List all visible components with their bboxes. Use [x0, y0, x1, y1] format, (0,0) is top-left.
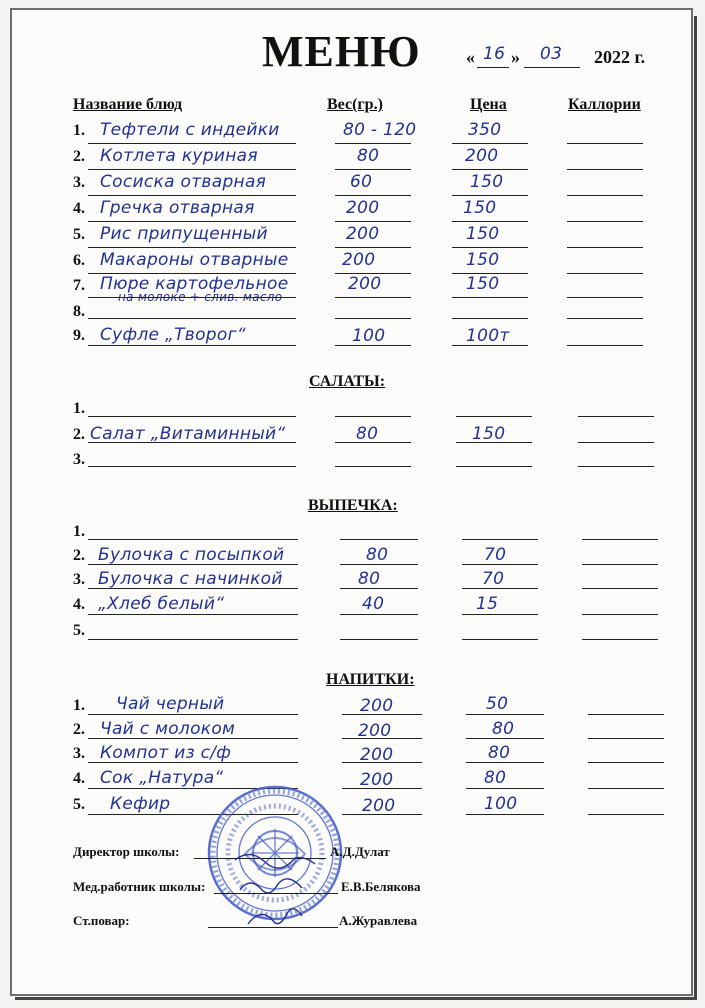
- row-number: 1.: [73, 697, 85, 714]
- row-number: 1.: [73, 400, 85, 417]
- dish-price: 150: [463, 198, 497, 218]
- row-number: 7.: [73, 277, 85, 294]
- row-number: 4.: [73, 770, 85, 787]
- row-number: 8.: [73, 303, 85, 320]
- dish-name: Кефир: [110, 794, 171, 814]
- row-number: 2.: [73, 721, 85, 738]
- row-number: 2.: [73, 148, 85, 165]
- dish-name: Гречка отварная: [100, 198, 255, 218]
- dish-price: 350: [468, 120, 502, 140]
- dish-name: Котлета куриная: [100, 146, 258, 166]
- dish-name: Салат „Витаминный“: [90, 424, 286, 444]
- dish-name-extra: на молоке + слив. масло: [118, 290, 283, 304]
- row-number: 3.: [73, 174, 85, 191]
- dish-weight: 200: [360, 696, 394, 716]
- row-number: 6.: [73, 252, 85, 269]
- dish-price: 200: [465, 146, 499, 166]
- dish-name: „Хлеб белый“: [98, 594, 225, 614]
- dish-price: 150: [466, 274, 500, 294]
- row-number: 4.: [73, 596, 85, 613]
- dish-weight: 200: [360, 745, 394, 765]
- row-number: 2.: [73, 426, 85, 443]
- dish-price: 150: [470, 172, 504, 192]
- row-number: 1.: [73, 523, 85, 540]
- date-year: 2022 г.: [594, 47, 646, 67]
- dish-name: Чай с молоком: [100, 719, 236, 739]
- dish-weight: 200: [346, 198, 380, 218]
- dish-price: 80: [492, 719, 515, 739]
- row-number: 3.: [73, 745, 85, 762]
- row-number: 5.: [73, 622, 85, 639]
- dish-weight: 80 - 120: [343, 120, 417, 140]
- dish-price: 150: [466, 224, 500, 244]
- dish-name: Булочка с посыпкой: [98, 545, 285, 565]
- dish-weight: 200: [360, 770, 394, 790]
- signature-name: А.Д.Дулат: [330, 844, 390, 859]
- dish-weight: 200: [348, 274, 382, 294]
- row-number: 3.: [73, 571, 85, 588]
- date-day: 16: [483, 44, 506, 64]
- dish-weight: 40: [362, 594, 385, 614]
- dish-price: 100т: [466, 326, 510, 346]
- dish-price: 80: [488, 743, 511, 763]
- date-open: «: [466, 47, 475, 67]
- dish-price: 50: [486, 694, 509, 714]
- signature-name: Е.В.Белякова: [341, 879, 421, 894]
- dish-name: Сосиска отварная: [100, 172, 267, 192]
- dish-name: Тефтели с индейки: [100, 120, 280, 140]
- dish-weight: 80: [357, 146, 380, 166]
- dish-name: Булочка с начинкой: [98, 569, 283, 589]
- row-number: 3.: [73, 451, 85, 468]
- signature-role: Ст.повар:: [73, 913, 130, 928]
- dish-weight: 100: [352, 326, 386, 346]
- section-title-drinks: НАПИТКИ:: [326, 671, 415, 688]
- dish-price: 70: [484, 545, 507, 565]
- row-number: 5.: [73, 796, 85, 813]
- dish-name: Макароны отварные: [100, 250, 289, 270]
- section-title-bakery: ВЫПЕЧКА:: [308, 497, 398, 514]
- dish-name: Пюре картофельное: [100, 274, 289, 294]
- column-price: Цена: [470, 96, 507, 113]
- column-weight: Вес(гр.): [327, 96, 383, 113]
- dish-price: 70: [482, 569, 505, 589]
- section-title-salads: САЛАТЫ:: [309, 373, 386, 390]
- signature-scribble-icon: [230, 840, 350, 940]
- row-number: 1.: [73, 122, 85, 139]
- row-number: 2.: [73, 547, 85, 564]
- dish-price: 150: [466, 250, 500, 270]
- signature-role: Мед.работник школы:: [73, 879, 206, 894]
- dish-price: 100: [484, 794, 518, 814]
- signature-role: Директор школы:: [73, 844, 180, 859]
- dish-weight: 80: [358, 569, 381, 589]
- dish-weight: 200: [346, 224, 380, 244]
- row-number: 4.: [73, 200, 85, 217]
- date-close: »: [511, 47, 520, 67]
- dish-weight: 80: [356, 424, 379, 444]
- column-name: Название блюд: [73, 96, 183, 113]
- page-title: МЕНЮ: [262, 27, 421, 76]
- dish-name: Компот из с/ф: [100, 743, 232, 763]
- date-month: 03: [540, 44, 563, 64]
- dish-name: Суфле „Творог“: [100, 325, 246, 345]
- dish-price: 80: [484, 768, 507, 788]
- row-number: 9.: [73, 327, 85, 344]
- dish-price: 150: [472, 424, 506, 444]
- dish-weight: 60: [350, 172, 373, 192]
- dish-weight: 80: [366, 545, 389, 565]
- dish-weight: 200: [342, 250, 376, 270]
- dish-price: 15: [476, 594, 499, 614]
- dish-weight: 200: [358, 721, 392, 741]
- signature-name: А.Журавлева: [339, 913, 418, 928]
- dish-name: Сок „Натура“: [100, 768, 224, 788]
- dish-name: Рис припущенный: [100, 224, 268, 244]
- dish-name: Чай черный: [116, 694, 225, 714]
- dish-weight: 200: [362, 796, 396, 816]
- column-calories: Каллории: [568, 96, 641, 113]
- row-number: 5.: [73, 226, 85, 243]
